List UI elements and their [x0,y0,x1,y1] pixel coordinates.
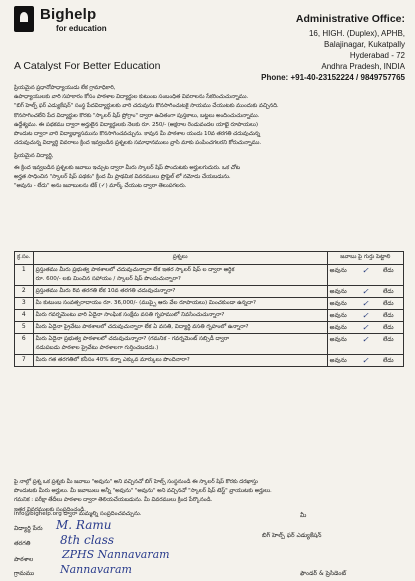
address-line: Balajinagar, Kukatpally [324,40,405,49]
answer-yes[interactable]: అవును [329,357,347,364]
row-number: 7 [15,355,34,367]
answer-yes[interactable]: అవును [329,312,347,319]
intro-line: "అవును - లేదు" అను జవాబులను టిక్ (✓) మార్క్ చేయుట ద్వారా తెలుపగలరు. [14,182,187,189]
question-line: మీ కుటుంబ సంవత్సరాదాయం రూ. 36,000/- (ముప్పై ఆరు వేల రూపాయలు) మించకుండా ఉన్నదా? [35,300,256,306]
intro-line: కొనసాగించలేని పేద విద్యార్థుల కొరకు "స్కాలర్ షిప్ ప్రోగ్రాం" ద్వారా ఉచితంగా పుస్తకాలు, బట్టలు అందించుచున్నాము. [14,112,260,119]
question-line: మీరు ఏదైనా ప్రభుత్వ పాఠశాలలో చదువుచున్నారా? (గమనిక - గవర్నమెంట్ సబ్సిడీ ద్వారా [35,336,230,342]
answer-cell[interactable] [327,298,403,310]
col-header-sno: క్ర.సం. [15,252,34,265]
row-number: 1 [15,265,34,286]
answer-cell[interactable] [327,334,403,355]
question-line: మీరు ఏదైనా ప్రైవేటు పాఠశాలలో చదువుచున్నారా లేక ఏ వసతి, విద్యార్థి వసతి గృహంలో ఉన్నారా? [35,324,249,330]
office-address [261,14,405,83]
answer-yes[interactable]: అవును [329,267,347,274]
answer-no[interactable]: లేదు [382,267,394,274]
label-class: తరగతి [14,540,31,547]
answer-cell[interactable] [327,322,403,334]
table-row [15,310,404,322]
address-line: Hyderabad - 72 [349,51,405,60]
footer-line: పొందుటకు మీరు అర్హులు. మీ జవాబులు అన్నీ "అవును" "అవును" అని వచ్చినచో "స్కాలర్ షిప్ టెస్ట్" వ్రాయుటకు అర్హులు. [14,488,272,495]
book-logo-icon [14,6,34,32]
tick-mark-icon: ✓ [361,287,369,296]
answer-cell[interactable] [327,355,403,367]
intro-line: ఈ క్రింద ఇవ్వబడిన ప్రశ్నలకు జవాబు ఇచ్చుట ద్వారా మీరు స్కాలర్ షిప్ పొందుటకు అర్హులగుదురు. ఒక చోట [14,164,240,171]
label-village: గ్రామము [14,570,35,577]
row-number: 5 [15,322,34,334]
intro-line: పొందుట ద్వారా వారి విద్యాభ్యాసమును కొనసాగించవచ్చును. కావున మీ పాఠశాల యందు 10వ తరగతి చదువుచున్న [14,130,261,137]
question-text [33,334,327,355]
signoff-founder: ఫౌండర్ & ప్రెసిడెంట్ [300,570,347,577]
class-value[interactable]: 8th class [60,533,115,547]
question-line: మీరు గత తరగతిలో కనీసం 40% కన్నా ఎక్కువ మార్కులు పొందినారా? [35,357,190,363]
col-header-answer: జవాబు పై గుర్తు పెట్టాలి [327,252,403,265]
question-line: నడుపబడు పాఠశాల ప్రైవేటు పాఠశాలగా గుర్తించబడదు.) [35,345,159,351]
signoff-from: మీ [300,512,307,519]
table-header-row [15,252,404,265]
tick-mark-icon: ✓ [361,323,369,332]
school-value[interactable]: ZPHS Nannavaram [62,548,170,561]
tick-mark-icon: ✓ [361,311,369,320]
table-row [15,265,404,286]
intro-line: "బిగ్ హెల్ప్ ఫర్ ఎడ్యుకేషన్" సంస్థ పేదవిద్యార్థులకు వారి చదువును కొనసాగించుటకై సాయము చేయుటకు ముందుకు వచ్చినది. [14,103,279,110]
question-text [33,286,327,298]
table-row [15,298,404,310]
answer-no[interactable]: లేదు [382,288,394,295]
answer-no[interactable]: లేదు [382,324,394,331]
question-line: ప్రస్తుతము మీరు 8వ తరగతి లేక 10వ తరగతి చదువుచున్నారా? [35,288,176,294]
intro-line: చదువుచున్న విద్యార్థి వివరాలు క్రింద ఇవ్వబడిన ప్రశ్నలకు సమాధానములు వ్రాసి మాకు పంపించగలరని కోరుచున్నాము. [14,140,262,147]
brand-name: Bighelp [40,6,97,23]
answer-no[interactable]: లేదు [382,336,394,343]
question-text [33,265,327,286]
email-contact: info@bighelp.org ద్వారా మమ్మల్ని సంప్రదించవచ్చును. [14,511,142,517]
tagline: A Catalyst For Better Education [14,60,161,72]
answer-yes[interactable]: అవును [329,300,347,307]
answer-yes[interactable]: అవును [329,336,347,343]
question-text [33,310,327,322]
question-text [33,298,327,310]
answer-no[interactable]: లేదు [382,300,394,307]
question-text [33,322,327,334]
office-title: Administrative Office: [295,13,405,25]
footer-line: పై నాల్గో ప్రశ్న ఒక ప్రశ్నకు మీ జవాబు "అవును" అని వచ్చినచో బిగ్ హెల్ప్ సంస్థనుండి ఈ స్కాలర్ షిప్ కొరకు దరఖాస్తు [14,479,258,485]
table-row [15,334,404,355]
tick-mark-icon: ✓ [361,356,369,365]
row-number: 4 [15,310,34,322]
answer-cell[interactable] [327,265,403,286]
signoff-org: బిగ్ హెల్ప్ ఫర్ ఎడ్యుకేషన్ [262,532,322,539]
answer-cell[interactable] [327,310,403,322]
phone-number: Phone: +91-40-23152224 / 9849757765 [261,73,405,82]
col-header-questions: ప్రశ్నలు [33,252,327,265]
address-line: 16, HIGH. (Duplex), APHB, [308,29,405,38]
tick-mark-icon: ✓ [361,335,369,344]
table-row [15,286,404,298]
row-number: 6 [15,334,34,355]
brand-subtitle: for education [56,24,107,33]
answer-cell[interactable] [327,286,403,298]
answer-yes[interactable]: అవును [329,324,347,331]
label-student-name: విద్యార్థి పేరు [14,525,43,532]
intro-line: అర్హత సాధించిన "స్కాలర్ షిప్ పథకం" క్రింద మీ ప్రాథమిక వివరములు ప్రొఫైల్ లో నమోదు చేయబడును. [14,173,231,180]
intro-line: ఉపాధ్యాయులకు వారి సహకారం కోసం పాఠశాల విద్యార్థుల కుటుంబ సంబంధిత వివరాలను సేకరించుచున్నాము. [14,94,249,101]
student-name-value[interactable]: M. Ramu [56,518,112,532]
tick-mark-icon: ✓ [361,299,369,308]
question-line: రూ. 600/- లకు మించిన సహాయం / స్కాలర్ షిప్ పొందుచున్నారా? [35,276,181,282]
row-number: 3 [15,298,34,310]
question-line: ప్రస్తుతము మీరు ప్రభుత్వ పాఠశాలలో చదువుచున్నారా లేక ఇతర స్కాలర్ షిప్ ల ద్వారా ఆర్థిక [35,267,235,273]
answer-yes[interactable]: అవును [329,288,347,295]
intro-paragraph [14,84,402,191]
student-salutation: ప్రియమైన విద్యార్థి, [14,153,54,160]
table-row [15,355,404,367]
label-school: పాఠశాల [14,556,34,563]
intro-line: ప్రియమైన ప్రధానోపాధ్యాయుడు లేక గ్రామాధికారి, [14,85,116,91]
village-value[interactable]: Nannavaram [60,563,132,576]
footer-line: గమనిక : పరీక్షా తేదీలు పాఠశాల ద్వారా తెలియచేయబడును. మీ వివరములు క్రింద పేర్కొనండి. [14,497,213,504]
answer-no[interactable]: లేదు [382,312,394,319]
footer-line: ఇతర వివరములకు సంప్రదించండి. [14,506,86,513]
question-line: మీరు గవర్నమెంటు వారి ఏదైనా సాంఘిక సంక్షేమ వసతి గృహములో నివసించుచున్నారా? [35,312,225,318]
answer-no[interactable]: లేదు [382,357,394,364]
row-number: 2 [15,286,34,298]
table-row [15,322,404,334]
question-text [33,355,327,367]
tick-mark-icon: ✓ [361,266,369,275]
intro-line: ఉద్దేశ్యము. ఈ పథకము ద్వారా అర్హులైన విద్యార్థులకు నెలకు రూ. 250/- (అక్షరాల రెండువందల యాభై రూపాయలు) [14,121,258,128]
address-line: Andhra Pradesh, INDIA [321,62,405,71]
eligibility-table [14,251,404,367]
